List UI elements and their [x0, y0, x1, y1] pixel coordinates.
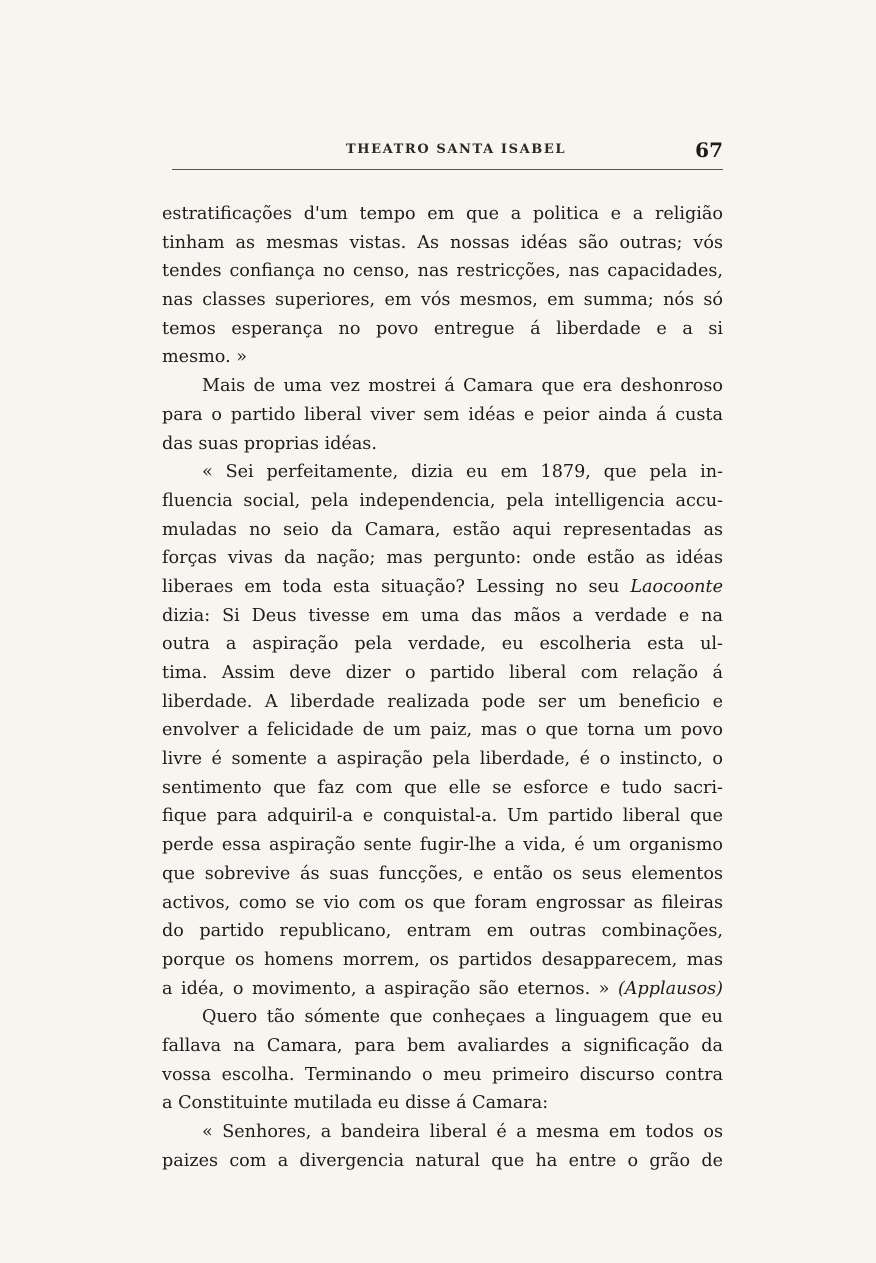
text-line: a Constituinte mutilada eu disse á Camara:: [162, 1093, 549, 1114]
text-line: outra a aspiração pela verdade, eu escolheria esta ul-: [162, 634, 723, 655]
text-line: tinham as mesmas vistas. As nossas idéas são outras; vós: [162, 232, 723, 253]
paragraph: [162, 1118, 723, 1175]
text-line: [162, 573, 723, 602]
running-head: [162, 138, 723, 172]
text-line: fluencia social, pela independencia, pela intelligencia accu-: [162, 490, 723, 511]
paragraph: [162, 200, 723, 372]
text-line: nas classes superiores, em vós mesmos, em summa; nós só: [162, 290, 723, 311]
text-line: fique para adquiril-a e conquistal-a. Um partido liberal que: [162, 806, 723, 827]
header-rule: [172, 169, 723, 170]
text-line: [162, 975, 723, 1004]
page-number: 67: [695, 138, 723, 162]
text-line: Mais de uma vez mostrei á Camara que era deshonroso: [202, 376, 723, 397]
text-line: paizes com a divergencia natural que ha entre o grão de: [162, 1150, 723, 1171]
text-line: « Sei perfeitamente, dizia eu em 1879, que pela in-: [202, 462, 723, 483]
text-line: livre é somente a aspiração pela liberdade, é o instincto, o: [162, 749, 723, 770]
paragraph: [162, 458, 723, 1003]
text-line: envolver a felicidade de um paiz, mas o que torna um povo: [162, 720, 723, 741]
text-line: para o partido liberal viver sem idéas e peior ainda á custa: [162, 404, 723, 425]
text-segment: liberaes em toda esta situação? Lessing no seu: [162, 576, 631, 597]
text-line: sentimento que faz com que elle se esforce e tudo sacri-: [162, 777, 723, 798]
body-text: [162, 200, 723, 1175]
text-line: Quero tão sómente que conheçaes a linguagem que eu: [202, 1007, 723, 1028]
text-line: estratificações d'um tempo em que a politica e a religião: [162, 204, 723, 224]
text-line: que sobrevive ás suas funcções, e então os seus elementos: [162, 863, 723, 884]
applause-note: (Applausos): [617, 978, 723, 999]
text-line: forças vivas da nação; mas pergunto: onde estão as idéas: [162, 548, 723, 569]
text-line: temos esperança no povo entregue á liberdade e a si: [162, 318, 723, 339]
text-line: activos, como se vio com os que foram engrossar as fileiras: [162, 892, 723, 913]
text-line: fallava na Camara, para bem avaliardes a significação da: [162, 1035, 723, 1056]
text-line: muladas no seio da Camara, estão aqui representadas as: [162, 519, 723, 540]
text-line: do partido republicano, entram em outras combinações,: [162, 921, 723, 942]
text-line: vossa escolha. Terminando o meu primeiro discurso contra: [162, 1064, 723, 1085]
italic-title: Laocoonte: [630, 576, 723, 597]
text-line: tima. Assim deve dizer o partido liberal com relação á: [162, 663, 723, 683]
paragraph: [162, 1003, 723, 1118]
text-line: mesmo. »: [162, 347, 248, 368]
paragraph: [162, 372, 723, 458]
text-line: liberdade. A liberdade realizada pode ser um beneficio e: [162, 691, 723, 712]
text-line: dizia: Si Deus tivesse em uma das mãos a verdade e na: [162, 605, 723, 626]
text-segment: a idéa, o movimento, a aspiração são eternos. »: [162, 978, 618, 999]
text-line: perde essa aspiração sente fugir-lhe a vida, é um organismo: [162, 835, 723, 856]
text-line: tendes confiança no censo, nas restricções, nas capacidades,: [162, 261, 723, 282]
text-line: porque os homens morrem, os partidos desapparecem, mas: [162, 949, 723, 970]
running-title: THEATRO SANTA ISABEL: [346, 142, 567, 157]
text-line: « Senhores, a bandeira liberal é a mesma em todos os: [202, 1122, 723, 1142]
text-line: das suas proprias idéas.: [162, 433, 377, 454]
